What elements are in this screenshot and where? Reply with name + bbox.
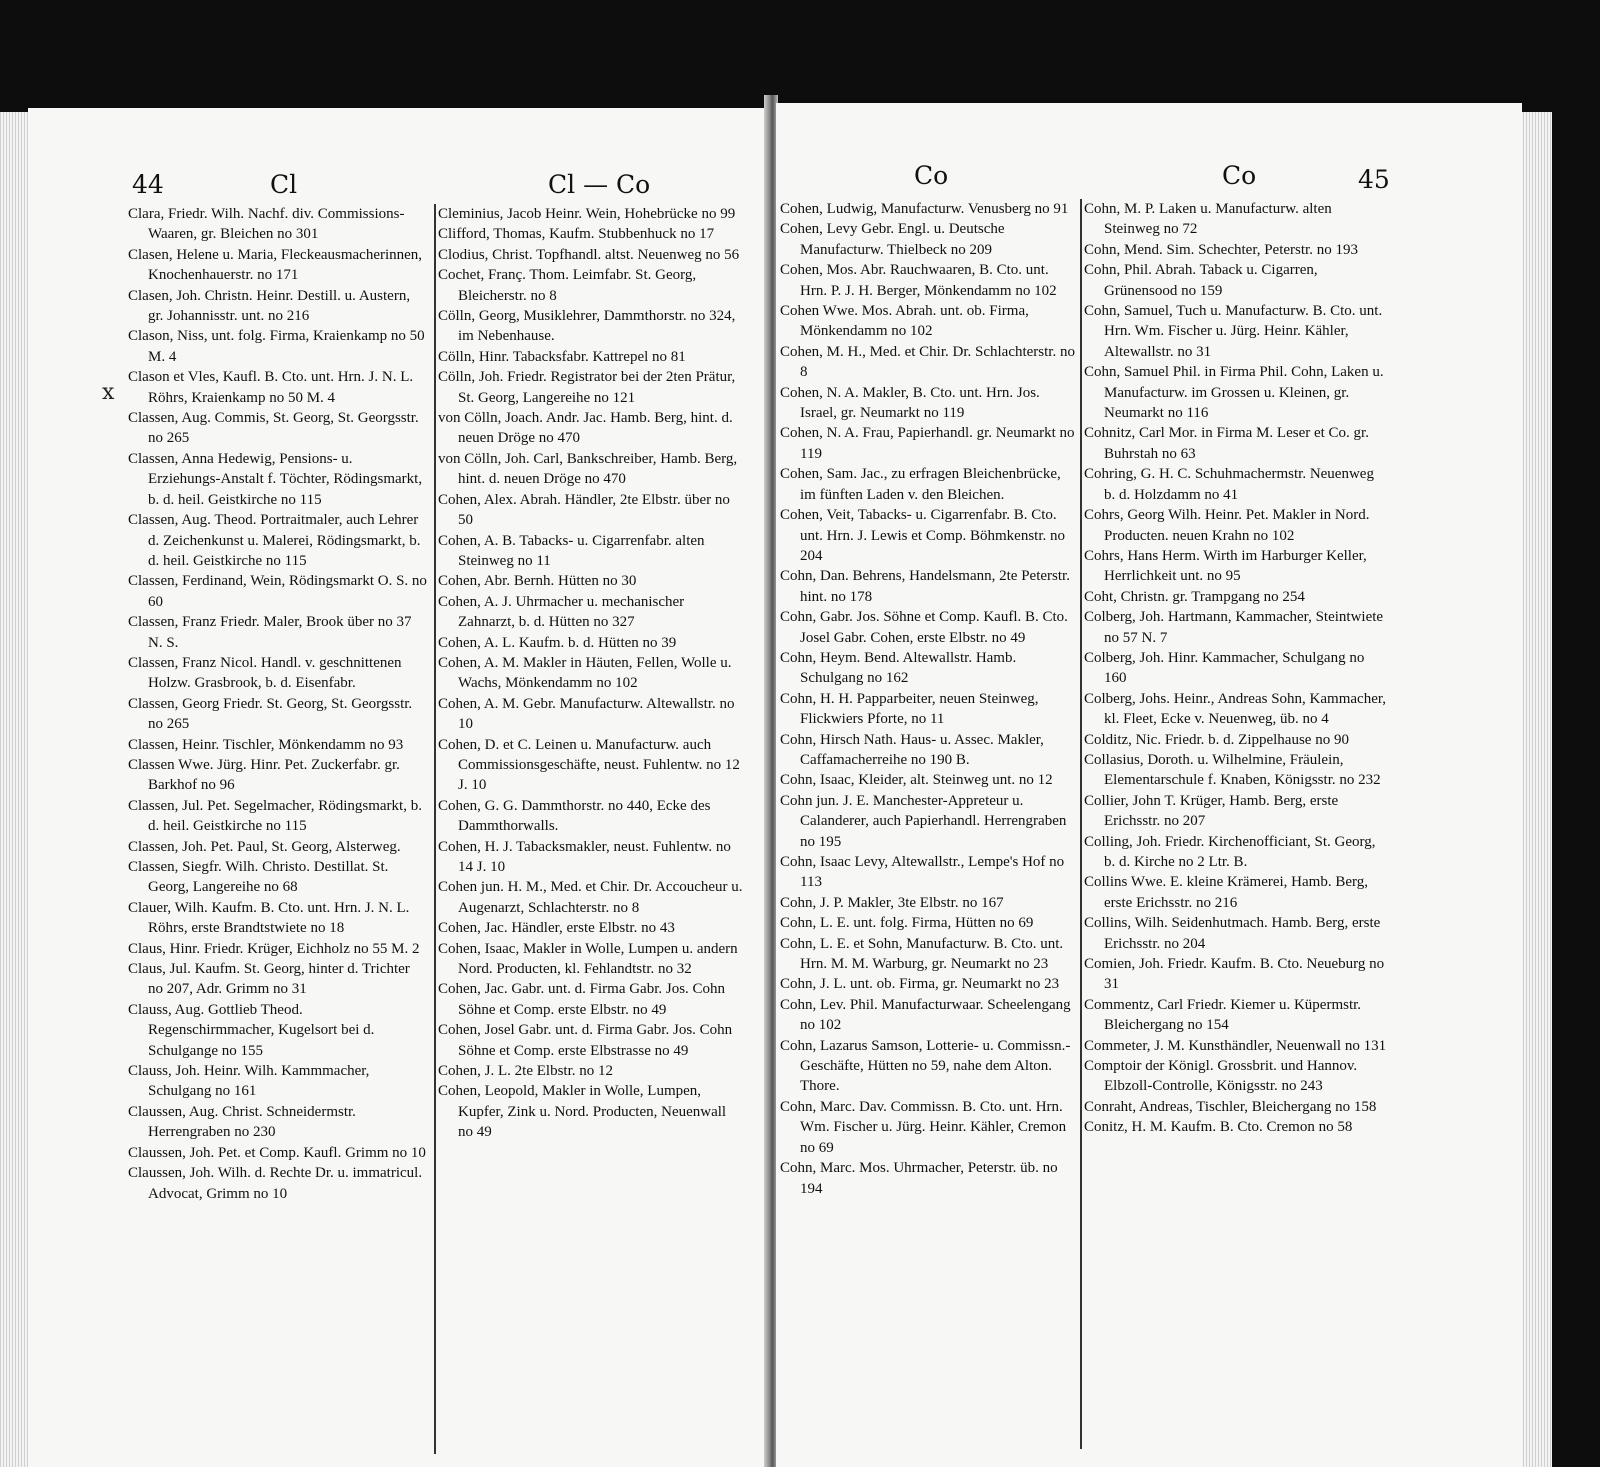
directory-entry: Cölln, Georg, Musiklehrer, Dammthorstr. no 324, im Nebenhause.: [438, 308, 736, 345]
directory-entry: Colberg, Johs. Heinr., Andreas Sohn, Kammacher, kl. Fleet, Ecke v. Neuenweg, üb. no 4: [1084, 690, 1386, 728]
directory-entry: Classen, Franz Friedr. Maler, Brook über no 37 N. S.: [128, 614, 412, 651]
directory-entry: Colditz, Nic. Friedr. b. d. Zippelhause no 90: [1084, 731, 1349, 748]
right-page-column-1: [780, 199, 1076, 1199]
right-page-heading-left: Co: [914, 161, 949, 190]
directory-entry: Cohnitz, Carl Mor. in Firma M. Leser et Co. gr. Buhrstah no 63: [1084, 425, 1369, 462]
directory-entry: Cohn jun. J. E. Manchester-Appreteur u. Calanderer, auch Papierhandl. Herrengraben no 195: [780, 792, 1067, 850]
directory-entry: Clifford, Thomas, Kaufm. Stubbenhuck no 17: [438, 226, 715, 243]
directory-entry: Cohen, Isaac, Makler in Wolle, Lumpen u. andern Nord. Producten, kl. Fehlandtstr. no 32: [438, 940, 738, 978]
directory-entry: Comien, Joh. Friedr. Kaufm. B. Cto. Neueburg no 31: [1084, 956, 1385, 993]
directory-entry: Cohn, Lev. Phil. Manufacturwaar. Scheelengang no 102: [780, 996, 1071, 1034]
directory-entry: Cohen, Jac. Händler, erste Elbstr. no 43: [438, 920, 675, 937]
directory-entry: Cohn, Marc. Mos. Uhrmacher, Peterstr. üb. no 194: [780, 1160, 1058, 1197]
directory-entry: Classen, Georg Friedr. St. Georg, St. Georgsstr. no 265: [128, 695, 413, 733]
directory-entry: Colling, Joh. Friedr. Kirchenofficiant, St. Georg, b. d. Kirche no 2 Ltr. B.: [1084, 833, 1376, 870]
directory-entry: Colberg, Joh. Hartmann, Kammacher, Steintwiete no 57 N. 7: [1084, 609, 1384, 646]
directory-entry: Classen, Heinr. Tischler, Mönkendamm no 93: [128, 736, 404, 753]
directory-entry: Cohen, Ludwig, Manufacturw. Venusberg no 91: [780, 201, 1069, 217]
right-page-number: 45: [1358, 165, 1390, 194]
directory-entry: Cohen, G. G. Dammthorstr. no 440, Ecke des Dammthorwalls.: [438, 797, 711, 835]
directory-entry: Collasius, Doroth. u. Wilhelmine, Fräulein, Elementarschule f. Knaben, Königsstr. no 232: [1084, 751, 1381, 789]
directory-entry: Cohn, J. L. unt. ob. Firma, gr. Neumarkt no 23: [780, 976, 1060, 993]
directory-entry: Cohn, Gabr. Jos. Söhne et Comp. Kaufl. B. Cto. Josel Gabr. Cohen, erste Elbstr. no 49: [780, 609, 1068, 646]
left-page-column-2: [438, 204, 743, 1143]
directory-entry: Collins, Wilh. Seidenhutmach. Hamb. Berg, erste Erichsstr. no 204: [1084, 915, 1381, 952]
directory-entry: Cohn, Dan. Behrens, Handelsmann, 2te Peterstr. hint. no 178: [780, 568, 1070, 605]
directory-entry: Classen, Franz Nicol. Handl. v. geschnittenen Holzw. Grasbrook, b. d. Eisenfabr.: [128, 654, 402, 692]
directory-entry: Classen, Jul. Pet. Segelmacher, Rödingsmarkt, b. d. heil. Geistkirche no 115: [128, 797, 422, 835]
left-column-rule: [434, 204, 436, 1454]
directory-entry: Claussen, Joh. Wilh. d. Rechte Dr. u. immatricul. Advocat, Grimm no 10: [128, 1165, 423, 1202]
directory-entry: Collins Wwe. E. kleine Krämerei, Hamb. Berg, erste Erichsstr. no 216: [1084, 874, 1368, 911]
margin-mark: x: [102, 380, 115, 405]
directory-entry: Cohn, Isaac, Kleider, alt. Steinweg unt. no 12: [780, 772, 1053, 789]
directory-entry: Claus, Jul. Kaufm. St. Georg, hinter d. Trichter no 207, Adr. Grimm no 31: [128, 961, 410, 998]
directory-entry: Clauss, Joh. Heinr. Wilh. Kammmacher, Schulgang no 161: [128, 1063, 370, 1100]
directory-entry: Cohen, N. A. Makler, B. Cto. unt. Hrn. Jos. Israel, gr. Neumarkt no 119: [780, 384, 1040, 422]
left-page-column-1: [128, 204, 428, 1204]
directory-entry: Cohen, A. M. Makler in Häuten, Fellen, Wolle u. Wachs, Mönkendamm no 102: [438, 654, 732, 692]
directory-entry: Cohn, Heym. Bend. Altewallstr. Hamb. Schulgang no 162: [780, 649, 1017, 687]
directory-entry: Cohen, Alex. Abrah. Händler, 2te Elbstr. über no 50: [438, 491, 730, 529]
directory-entry: Cölln, Hinr. Tabacksfabr. Kattrepel no 81: [438, 348, 686, 365]
directory-entry: Cohen, Abr. Bernh. Hütten no 30: [438, 573, 637, 590]
directory-entry: Classen, Aug. Theod. Portraitmaler, auch Lehrer d. Zeichenkunst u. Malerei, Rödingsmarkt, b. d. heil. Geistkirche no 115: [128, 512, 421, 569]
directory-entry: Clason, Niss, unt. folg. Firma, Kraienkamp no 50 M. 4: [128, 328, 425, 365]
directory-entry: Cohen, Leopold, Makler in Wolle, Lumpen, Kupfer, Zink u. Nord. Producten, Neuenwall no 49: [438, 1083, 727, 1141]
directory-entry: Cohen, J. L. 2te Elbstr. no 12: [438, 1063, 613, 1080]
directory-entry: Cohn, H. H. Papparbeiter, neuen Steinweg, Flickwiers Pforte, no 11: [780, 690, 1039, 728]
directory-entry: Classen, Joh. Pet. Paul, St. Georg, Alsterweg.: [128, 838, 401, 855]
directory-entry: Cohn, L. E. et Sohn, Manufacturw. B. Cto. unt. Hrn. M. M. Warburg, gr. Neumarkt no 23: [780, 935, 1064, 973]
left-page-heading-right: Cl — Co: [548, 170, 651, 199]
directory-entry: Cohen, Josel Gabr. unt. d. Firma Gabr. Jos. Cohn Söhne et Comp. erste Elbstrasse no 49: [438, 1022, 733, 1059]
directory-entry: Clara, Friedr. Wilh. Nachf. div. Commissions-Waaren, gr. Bleichen no 301: [128, 206, 405, 243]
directory-entry: Cohen, Sam. Jac., zu erfragen Bleichenbrücke, im fünften Laden v. den Bleichen.: [780, 466, 1061, 503]
directory-entry: Clauer, Wilh. Kaufm. B. Cto. unt. Hrn. J. N. L. Röhrs, erste Brandtstwiete no 18: [128, 899, 410, 937]
directory-entry: Cohn, J. P. Makler, 3te Elbstr. no 167: [780, 894, 1004, 911]
directory-entry: Cohen, M. H., Med. et Chir. Dr. Schlachterstr. no 8: [780, 343, 1075, 381]
directory-entry: Cohen, H. J. Tabacksmakler, neust. Fuhlentw. no 14 J. 10: [438, 838, 731, 875]
directory-entry: Cohen jun. H. M., Med. et Chir. Dr. Accoucheur u. Augenarzt, Schlachterstr. no 8: [438, 879, 743, 916]
directory-entry: Cohn, Samuel Phil. in Firma Phil. Cohn, Laken u. Manufacturw. im Grossen u. Kleinen, gr. Neumarkt no 116: [1084, 364, 1384, 422]
directory-entry: Classen, Aug. Commis, St. Georg, St. Georgsstr. no 265: [128, 410, 419, 447]
directory-entry: Cohring, G. H. C. Schuhmachermstr. Neuenweg b. d. Holzdamm no 41: [1084, 466, 1374, 503]
directory-entry: Classen, Ferdinand, Wein, Rödingsmarkt O. S. no 60: [128, 573, 427, 610]
right-page-column-2: [1084, 199, 1388, 1138]
directory-entry: Cohen, N. A. Frau, Papierhandl. gr. Neumarkt no 119: [780, 425, 1075, 462]
directory-entry: Clasen, Joh. Christn. Heinr. Destill. u. Austern, gr. Johannisstr. unt. no 216: [128, 287, 411, 325]
directory-entry: Cohen, A. B. Tabacks- u. Cigarrenfabr. alten Steinweg no 11: [438, 532, 705, 569]
directory-entry: Cohen, A. M. Gebr. Manufacturw. Altewallstr. no 10: [438, 695, 735, 733]
directory-entry: Claus, Hinr. Friedr. Krüger, Eichholz no 55 M. 2: [128, 940, 420, 957]
directory-entry: Clasen, Helene u. Maria, Fleckeausmacherinnen, Knochenhauerstr. no 171: [128, 246, 423, 284]
right-page: [776, 103, 1522, 1467]
directory-entry: von Cölln, Joach. Andr. Jac. Hamb. Berg, hint. d. neuen Dröge no 470: [438, 410, 733, 447]
directory-entry: Classen Wwe. Jürg. Hinr. Pet. Zuckerfabr. gr. Barkhof no 96: [128, 756, 400, 794]
directory-entry: Coht, Christn. gr. Trampgang no 254: [1084, 588, 1305, 605]
directory-entry: Clodius, Christ. Topfhandl. altst. Neuenweg no 56: [438, 246, 740, 263]
directory-entry: Cohen, D. et C. Leinen u. Manufacturw. auch Commissionsgeschäfte, neust. Fuhlentw. no 12 J. 10: [438, 736, 740, 794]
directory-entry: Cohn, Samuel, Tuch u. Manufacturw. B. Cto. unt. Hrn. Wm. Fischer u. Jürg. Heinr. Kähler, Altewallstr. no 31: [1084, 303, 1383, 360]
directory-entry: Cohn, Mend. Sim. Schechter, Peterstr. no 193: [1084, 241, 1358, 258]
directory-entry: Cohn, Marc. Dav. Commissn. B. Cto. unt. Hrn. Wm. Fischer u. Jürg. Heinr. Kähler, Cremon no 69: [780, 1098, 1067, 1156]
directory-entry: Cohrs, Georg Wilh. Heinr. Pet. Makler in Nord. Producten. neuen Krahn no 102: [1084, 507, 1370, 544]
left-page-heading-left: Cl: [270, 170, 298, 199]
directory-entry: Cohen, A. J. Uhrmacher u. mechanischer Zahnarzt, b. d. Hütten no 327: [438, 593, 685, 631]
directory-entry: Cochet, Franç. Thom. Leimfabr. St. Georg, Bleicherstr. no 8: [438, 267, 697, 304]
left-page: [28, 108, 766, 1467]
directory-entry: Cohn, Phil. Abrah. Taback u. Cigarren, Grünensood no 159: [1084, 262, 1318, 299]
directory-entry: Cohen, Mos. Abr. Rauchwaaren, B. Cto. unt. Hrn. P. J. H. Berger, Mönkendamm no 102: [780, 262, 1057, 299]
directory-entry: Claussen, Joh. Pet. et Comp. Kaufl. Grimm no 10: [128, 1144, 426, 1161]
directory-entry: Cohn, M. P. Laken u. Manufacturw. alten Steinweg no 72: [1084, 201, 1332, 238]
directory-entry: Collier, John T. Krüger, Hamb. Berg, erste Erichsstr. no 207: [1084, 792, 1339, 830]
directory-entry: Cohn, Lazarus Samson, Lotterie- u. Commissn.-Geschäfte, Hütten no 59, nahe dem Alton. Thore.: [780, 1037, 1071, 1095]
directory-entry: Cohn, Isaac Levy, Altewallstr., Lempe's Hof no 113: [780, 854, 1065, 891]
directory-entry: Commentz, Carl Friedr. Kiemer u. Küpermstr. Bleichergang no 154: [1084, 996, 1362, 1034]
directory-entry: Comptoir der Königl. Grossbrit. und Hannov. Elbzoll-Controlle, Königsstr. no 243: [1084, 1058, 1358, 1095]
directory-entry: von Cölln, Joh. Carl, Bankschreiber, Hamb. Berg, hint. d. neuen Dröge no 470: [438, 450, 738, 488]
directory-entry: Colberg, Joh. Hinr. Kammacher, Schulgang no 160: [1084, 649, 1365, 687]
directory-entry: Cohen Wwe. Mos. Abrah. unt. ob. Firma, Mönkendamm no 102: [780, 303, 1029, 340]
right-column-rule: [1080, 199, 1082, 1449]
right-page-edges: [1520, 112, 1552, 1467]
left-page-number: 44: [132, 170, 164, 199]
directory-entry: Commeter, J. M. Kunsthändler, Neuenwall no 131: [1084, 1037, 1387, 1054]
directory-entry: Cleminius, Jacob Heinr. Wein, Hohebrücke no 99: [438, 206, 736, 222]
directory-entry: Cohn, L. E. unt. folg. Firma, Hütten no 69: [780, 915, 1034, 932]
directory-entry: Clauss, Aug. Gottlieb Theod. Regenschirmmacher, Kugelsort bei d. Schulgange no 155: [128, 1001, 375, 1059]
directory-entry: Cölln, Joh. Friedr. Registrator bei der 2ten Prätur, St. Georg, Langereihe no 121: [438, 369, 736, 406]
directory-entry: Cohn, Hirsch Nath. Haus- u. Assec. Makler, Caffamacherreihe no 190 B.: [780, 731, 1044, 768]
directory-entry: Conitz, H. M. Kaufm. B. Cto. Cremon no 58: [1084, 1119, 1353, 1136]
right-page-heading-right: Co: [1222, 161, 1257, 190]
directory-entry: Claussen, Aug. Christ. Schneidermstr. Herrengraben no 230: [128, 1103, 356, 1141]
directory-entry: Cohrs, Hans Herm. Wirth im Harburger Keller, Herrlichkeit unt. no 95: [1084, 547, 1367, 585]
directory-entry: Classen, Anna Hedewig, Pensions- u. Erziehungs-Anstalt f. Töchter, Rödingsmarkt, b. d. heil. Geistkirche no 115: [128, 450, 423, 508]
directory-entry: Cohen, Jac. Gabr. unt. d. Firma Gabr. Jos. Cohn Söhne et Comp. erste Elbstr. no 49: [438, 981, 726, 1018]
directory-entry: Clason et Vles, Kaufl. B. Cto. unt. Hrn. J. N. L. Röhrs, Kraienkamp no 50 M. 4: [128, 369, 414, 406]
directory-entry: Classen, Siegfr. Wilh. Christo. Destillat. St. Georg, Langereihe no 68: [128, 859, 389, 896]
left-page-edges: [0, 112, 30, 1467]
directory-entry: Cohen, Levy Gebr. Engl. u. Deutsche Manufacturw. Thielbeck no 209: [780, 221, 1005, 258]
directory-entry: Cohen, Veit, Tabacks- u. Cigarrenfabr. B. Cto. unt. Hrn. J. Lewis et Comp. Böhmkenstr. no 204: [780, 507, 1065, 564]
directory-entry: Cohen, A. L. Kaufm. b. d. Hütten no 39: [438, 634, 677, 651]
directory-entry: Conraht, Andreas, Tischler, Bleichergang no 158: [1084, 1098, 1377, 1115]
